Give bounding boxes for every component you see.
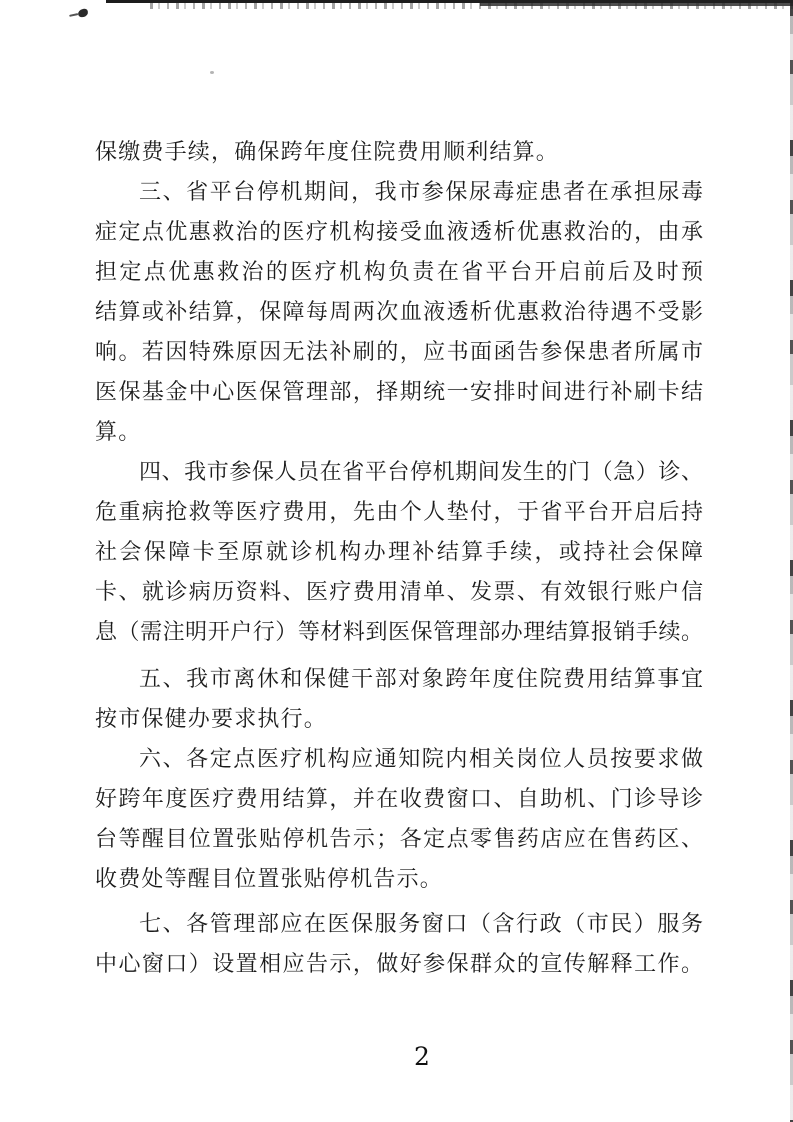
text-line: 六、各定点医疗机构应通知院内相关岗位人员按要求做 (139, 747, 703, 772)
text-line: 按市保健办要求执行。 (95, 707, 328, 732)
text-line: 症定点优惠救治的医疗机构接受血液透析优惠救治的，由承 (95, 220, 703, 245)
text-line: 好跨年度医疗费用结算，并在收费窗口、自助机、门诊导诊 (95, 787, 703, 812)
ink-speck (210, 71, 214, 74)
text-line: 五、我市离休和保健干部对象跨年度住院费用结算事宜 (139, 667, 703, 692)
text-line: 四、我市参保人员在省平台停机期间发生的门（急）诊、 (139, 460, 703, 485)
text-line: 息（需注明开户行）等材料到医保管理部办理结算报销手续。 (95, 620, 703, 645)
text-line: 结算或补结算，保障每周两次血液透析优惠救治待遇不受影 (95, 300, 703, 325)
text-line: 七、各管理部应在医保服务窗口（含行政（市民）服务 (139, 912, 703, 937)
text-line: 医保基金中心医保管理部，择期统一安排时间进行补刷卡结 (95, 380, 703, 405)
text-line: 危重病抢救等医疗费用，先由个人垫付，于省平台开启后持 (95, 500, 703, 525)
document-body (95, 133, 703, 985)
ink-smudge (77, 8, 88, 18)
text-line: 社会保障卡至原就诊机构办理补结算手续，或持社会保障 (95, 540, 703, 565)
text-line: 收费处等醒目位置张贴停机告示。 (95, 867, 444, 892)
text-line: 担定点优惠救治的医疗机构负责在省平台开启前后及时预 (95, 260, 703, 285)
text-line: 响。若因特殊原因无法补刷的，应书面函告参保患者所属市 (95, 340, 703, 365)
scan-artifact-top-fringe (150, 3, 793, 9)
text-line: 算。 (95, 420, 142, 445)
text-line: 台等醒目位置张贴停机告示；各定点零售药店应在售药区、 (95, 827, 703, 852)
text-line: 保缴费手续，确保跨年度住院费用顺利结算。 (95, 140, 560, 165)
page-number: 2 (414, 1042, 430, 1071)
text-line: 卡、就诊病历资料、医疗费用清单、发票、有效银行账户信 (95, 580, 703, 605)
text-line: 中心窗口）设置相应告示，做好参保群众的宣传解释工作。 (95, 952, 703, 977)
text-line: 三、省平台停机期间，我市参保尿毒症患者在承担尿毒 (139, 180, 703, 205)
